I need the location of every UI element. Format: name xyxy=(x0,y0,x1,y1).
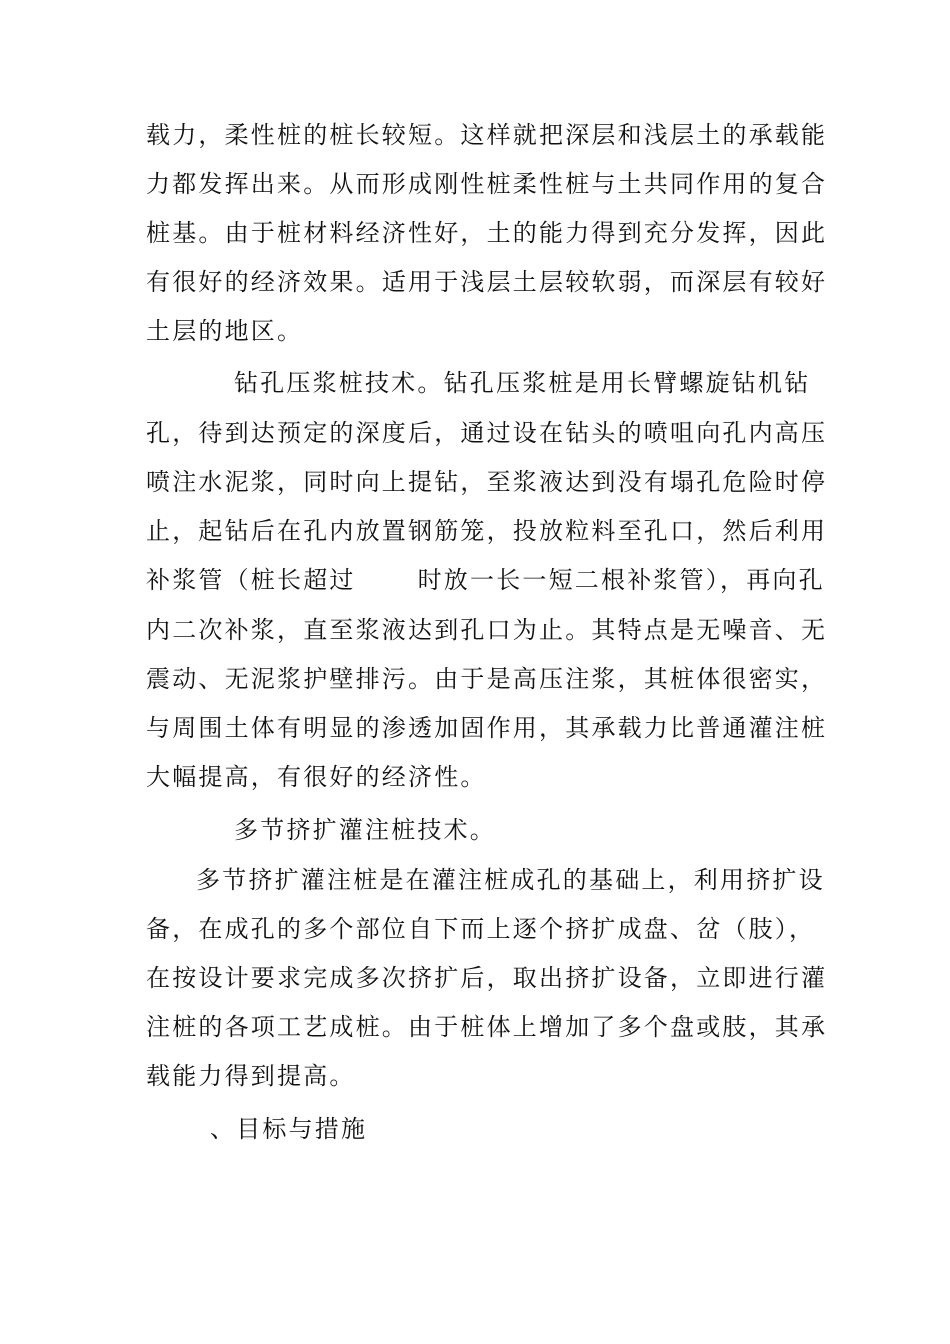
text-line: 孔，待到达预定的深度后，通过设在钻头的喷咀向孔内高压 xyxy=(146,419,828,447)
text-line: 止，起钻后在孔内放置钢筋笼，投放粒料至孔口，然后利用 xyxy=(146,517,828,545)
text-line: 大幅提高，有很好的经济性。 xyxy=(146,763,487,791)
text-line: 震动、无泥浆护壁排污。由于是高压注浆，其桩体很密实， xyxy=(146,665,828,693)
text-line: 注桩的各项工艺成桩。由于桩体上增加了多个盘或肢，其承 xyxy=(146,1013,828,1041)
text-line-split xyxy=(146,565,825,595)
text-line: 在按设计要求完成多次挤扩后，取出挤扩设备，立即进行灌 xyxy=(146,964,828,992)
text-line: 桩基。由于桩材料经济性好，土的能力得到充分发挥，因此 xyxy=(146,219,828,247)
text-line: 喷注水泥浆，同时向上提钻，至浆液达到没有塌孔危险时停 xyxy=(146,468,828,496)
text-line: 内二次补浆，直至浆液达到孔口为止。其特点是无噪音、无 xyxy=(146,616,828,644)
text-segment: 时放一长一短二根补浆管），再向孔 xyxy=(417,566,825,594)
text-line: 载力，柔性桩的桩长较短。这样就把深层和浅层土的承载能 xyxy=(146,121,828,149)
text-line: 备，在成孔的多个部位自下而上逐个挤扩成盘、岔（肢）， xyxy=(146,915,816,943)
text-line: 力都发挥出来。从而形成刚性桩柔性桩与土共同作用的复合 xyxy=(146,170,828,198)
text-line: 与周围土体有明显的渗透加固作用，其承载力比普通灌注桩 xyxy=(146,714,828,742)
section-heading: 多节挤扩灌注桩技术。 xyxy=(234,816,496,844)
section-heading: 、目标与措施 xyxy=(210,1115,368,1143)
text-segment: 补浆管（桩长超过 xyxy=(146,566,356,594)
text-line: 多节挤扩灌注桩是在灌注桩成孔的基础上，利用挤扩设 xyxy=(196,866,825,894)
text-line: 钻孔压浆桩技术。钻孔压浆桩是用长臂螺旋钻机钻 xyxy=(234,369,811,397)
text-line: 土层的地区。 xyxy=(146,317,304,345)
text-line: 载能力得到提高。 xyxy=(146,1062,356,1090)
text-line: 有很好的经济效果。适用于浅层土层较软弱，而深层有较好 xyxy=(146,268,828,296)
